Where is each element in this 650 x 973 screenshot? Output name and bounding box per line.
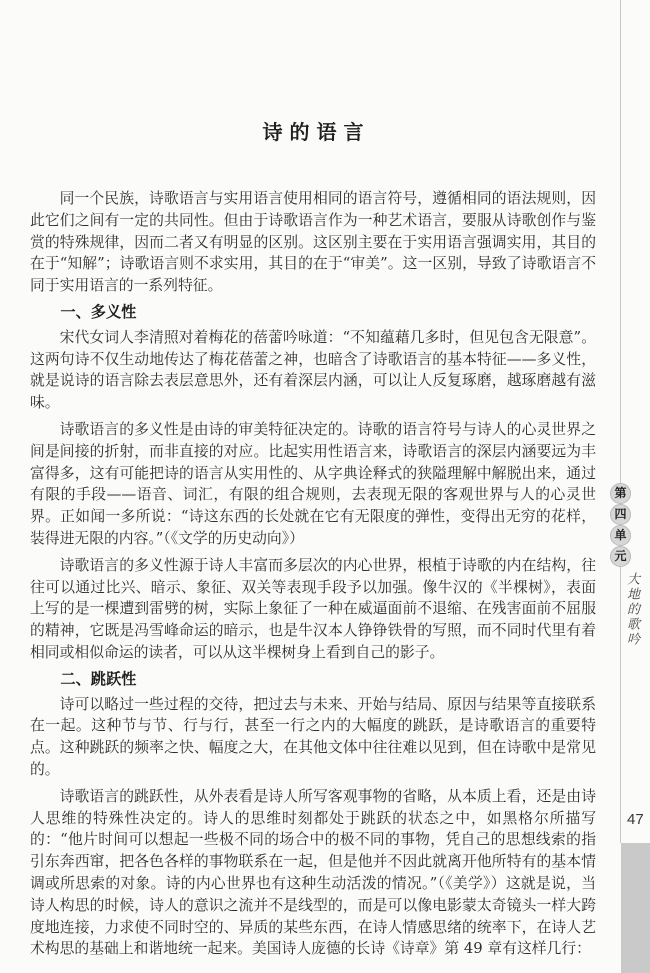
body-paragraph: 诗歌语言的多义性源于诗人丰富而多层次的内心世界，根植于诗歌的内在结构，往往可以通过比兴、暗示、象征、双关等表现手段予以加强。像牛汉的《半棵树》，表面上写的是一棵遭到雷劈的树，实际上象征了一种在威逼面前不退缩、在残害面前不屈服的精神，它既是冯雪峰命运的暗示，也是牛汉本人铮铮铁骨的写照，而不同时代里有着相同或相似命运的读者，可以从这半棵树身上看到自己的影子。 (30, 556, 596, 661)
unit-badge-char-circle: 单 (610, 525, 631, 546)
page-number: 47 (627, 811, 644, 828)
unit-badge-char-circle: 第 (610, 483, 631, 504)
sidebar-rule (620, 0, 621, 843)
section-2-heading: 二、跳跃性 (60, 669, 137, 688)
body-paragraph: 诗可以略过一些过程的交待，把过去与未来、开始与结局、原因与结果等直接联系在一起。这种节与节、行与行，甚至一行之内的大幅度的跳跃，是诗歌语言的重要特点。这种跳跃的频率之快、幅度之大，在其他文体中往往难以见到，但在诗歌中是常见的。 (30, 695, 596, 778)
page-title: 诗的语言 (262, 120, 371, 144)
unit-subtitle-vertical: 大地的歌吟 (624, 572, 639, 647)
body-paragraph: 诗歌语言的跳跃性，从外表看是诗人所写客观事物的省略，从本质上看，还是由诗人思维的特殊性决定的。诗人的思维时刻都处于跳跃的状态之中，如黑格尔所描写的：“他片时间可以想起一些极不同的场合中的极不同的事物，凭自己的思想线索的指引东奔西窜，把各色各样的事物联系在一起，但是他并不因此就离开他所特有的基本情调或所思索的对象。诗的内心世界也有这种生动活泼的情况。”（《美学》）这就是说，当诗人构思的时候，诗人的意识之流并不是线型的，而是可以像电影蒙太奇镜头一样大跨度地连接，力求使不同时空的、异质的某些东西，在诗人情感思绪的统率下，在诗人艺术构思的基础上和谐地统一起来。美国诗人庞德的长诗《诗章》第 49 章有这样几行： (30, 787, 596, 958)
main-text-column (30, 0, 596, 965)
unit-badge-char-circle: 元 (610, 546, 631, 567)
body-paragraph: 诗歌语言的多义性是由诗的审美特征决定的。诗歌的语言符号与诗人的心灵世界之间是间接的折射，而非直接的对应。比起实用性语言来，诗歌语言的深层内涵要远为丰富得多，这有可能把诗的语言从实用性的、从字典诠释式的狭隘理解中解脱出来，通过有限的手段——语音、词汇，有限的组合规则，去表现无限的客观世界与人的心灵世界。正如闻一多所说：“诗这东西的长处就在它有无限度的弹性，变得出无穷的花样，装得进无限的内容。”（《文学的历史动向》） (30, 420, 596, 547)
intro-paragraph: 同一个民族，诗歌语言与实用语言使用相同的语言符号，遵循相同的语法规则，因此它们之间有一定的共同性。但由于诗歌语言作为一种艺术语言，要服从诗歌创作与鉴赏的特殊规律，因而二者又有明显的区别。这区别主要在于实用语言强调实用，其目的在于“知解”；诗歌语言则不求实用，其目的在于“审美”。这一区别，导致了诗歌语言不同于实用语言的一系列特征。 (30, 190, 596, 295)
section-1-heading: 一、多义性 (60, 302, 137, 321)
body-paragraph: 宋代女词人李清照对着梅花的蓓蕾吟咏道：“不知蕴藉几多时，但见包含无限意”。这两句诗不仅生动地传达了梅花蓓蕾之神，也暗含了诗歌语言的基本特征——多义性，就是说诗的语言除去表层意思外，还有着深层内涵，可以让人反复琢磨，越琢磨越有滋味。 (30, 328, 596, 412)
unit-badge (610, 483, 631, 567)
unit-badge-char-circle: 四 (610, 504, 631, 525)
page-corner-block (621, 843, 650, 973)
